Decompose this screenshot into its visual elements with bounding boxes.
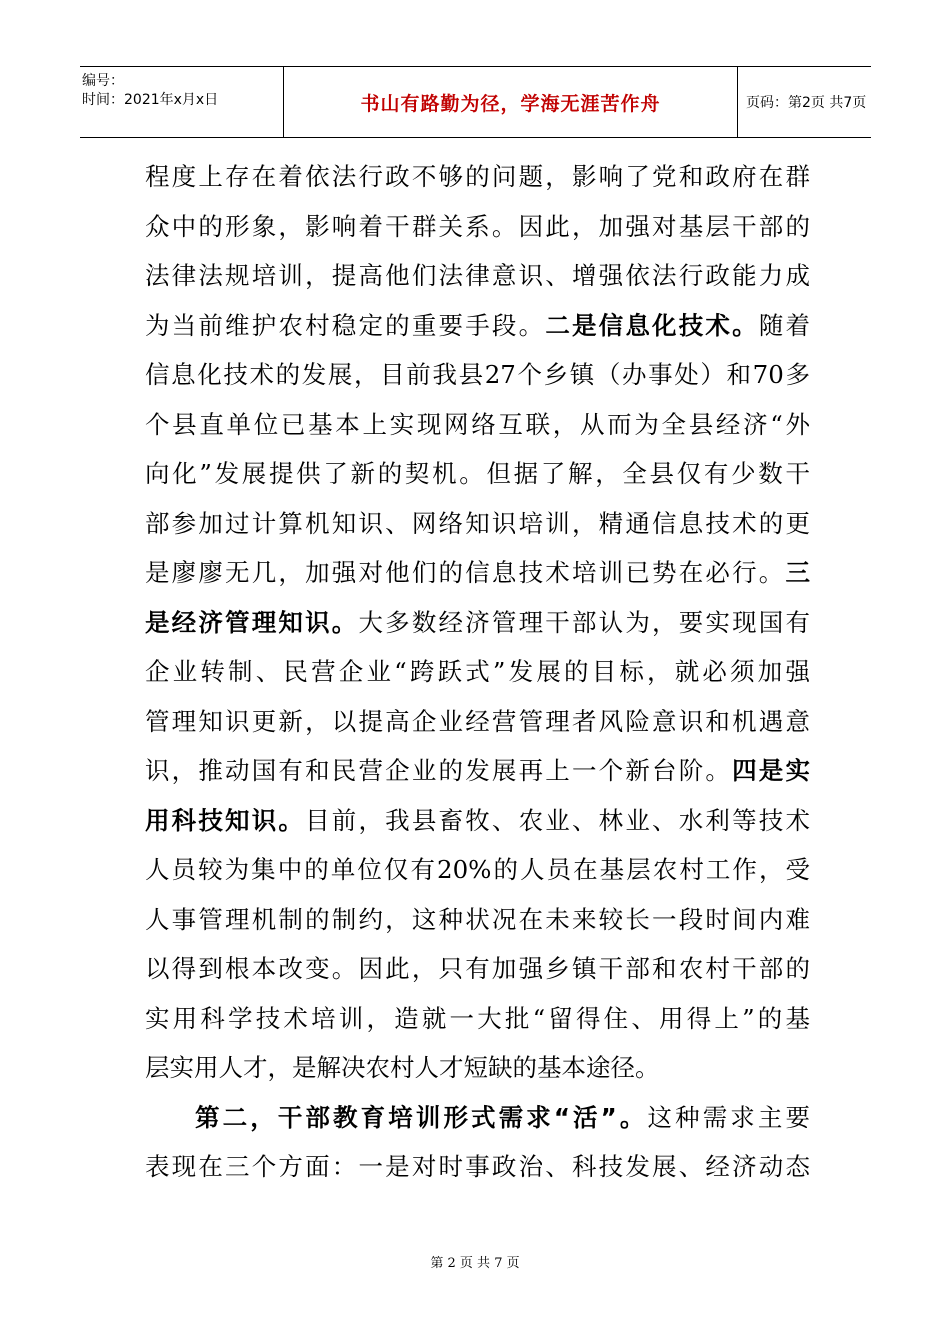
page-header <box>80 66 871 138</box>
text-line <box>145 944 810 994</box>
bold-text-segment: 是经济管理知识。 <box>145 607 359 637</box>
bold-text-segment: 四是实 <box>732 756 810 785</box>
text-segment: 法律法规培训，提高他们法律意识、增强依法行政能力成 <box>145 261 810 290</box>
bold-text-segment: 三 <box>785 558 810 587</box>
text-segment: 为当前维护农村稳定的重要手段。 <box>145 310 546 340</box>
text-line <box>145 796 810 846</box>
text-line <box>145 251 810 301</box>
text-line <box>145 400 810 450</box>
header-meta <box>80 67 284 137</box>
document-body <box>145 152 810 1192</box>
text-line <box>145 449 810 499</box>
text-line <box>145 746 810 796</box>
text-segment: 众中的形象，影响着干群关系。因此，加强对基层干部的 <box>145 211 810 241</box>
text-segment: 程度上存在着依法行政不够的问题，影响了党和政府在群 <box>145 162 810 191</box>
text-line <box>145 598 810 648</box>
text-line <box>145 499 810 549</box>
bold-text-segment: 用科技知识。 <box>145 805 306 835</box>
text-segment: 部参加过计算机知识、网络知识培训，精通信息技术的更 <box>145 508 810 538</box>
text-segment: 个县直单位已基本上实现网络互联，从而为全县经济“外 <box>145 409 810 439</box>
text-line <box>145 202 810 252</box>
text-segment: 随着 <box>758 310 810 340</box>
text-line <box>145 1093 810 1143</box>
text-line <box>145 152 810 202</box>
text-line <box>145 845 810 895</box>
header-motto: 书山有路勤为径，学海无涯苦作舟 <box>360 92 661 115</box>
text-line <box>145 895 810 945</box>
text-segment: 识，推动国有和民营企业的发展再上一个新台阶。 <box>145 756 733 785</box>
header-motto-cell <box>284 67 738 137</box>
text-segment: 目前，我县畜牧、农业、林业、水利等技术 <box>305 805 810 835</box>
text-line <box>145 548 810 598</box>
text-line <box>145 1043 810 1093</box>
document-code-label: 编号： <box>82 73 124 89</box>
text-segment: 向化”发展提供了新的契机。但据了解，全县仅有少数干 <box>145 459 810 488</box>
text-segment: 是廖廖无几，加强对他们的信息技术培训已势在必行。 <box>145 558 786 587</box>
text-line <box>145 1142 810 1192</box>
text-segment: 信息化技术的发展，目前我县27个乡镇（办事处）和70多 <box>145 360 810 389</box>
text-segment: 企业转制、民营企业“跨跃式”发展的目标，就必须加强 <box>145 657 810 686</box>
header-page-cell <box>738 67 871 137</box>
text-segment: 管理知识更新，以提高企业经营管理者风险意识和机遇意 <box>145 706 810 736</box>
text-segment: 人员较为集中的单位仅有20%的人员在基层农村工作，受 <box>145 855 810 884</box>
text-line <box>145 301 810 351</box>
text-segment: 表现在三个方面：一是对时事政治、科技发展、经济动态 <box>145 1152 810 1181</box>
text-segment: 以得到根本改变。因此，只有加强乡镇干部和农村干部的 <box>145 954 810 983</box>
text-segment: 大多数经济管理干部认为，要实现国有 <box>358 607 810 637</box>
text-line <box>145 647 810 697</box>
text-line <box>145 697 810 747</box>
text-segment: 这种需求主要 <box>647 1102 811 1132</box>
text-line <box>145 994 810 1044</box>
document-time-label: 时间：2021年x月x日 <box>82 92 219 108</box>
text-segment: 实用科学技术培训，造就一大批“留得住、用得上”的基 <box>145 1003 810 1033</box>
page-footer: 第 2 页 共 7 页 <box>430 1256 520 1271</box>
bold-text-segment: 第二，干部教育培训形式需求“活”。 <box>195 1102 648 1132</box>
text-line <box>145 350 810 400</box>
text-segment: 人事管理机制的制约，这种状况在未来较长一段时间内难 <box>145 904 810 934</box>
text-segment: 层实用人才，是解决农村人才短缺的基本途径。 <box>145 1053 660 1082</box>
header-page-info: 页码：第2页 共7页 <box>746 95 867 111</box>
bold-text-segment: 二是信息化技术。 <box>545 310 759 340</box>
